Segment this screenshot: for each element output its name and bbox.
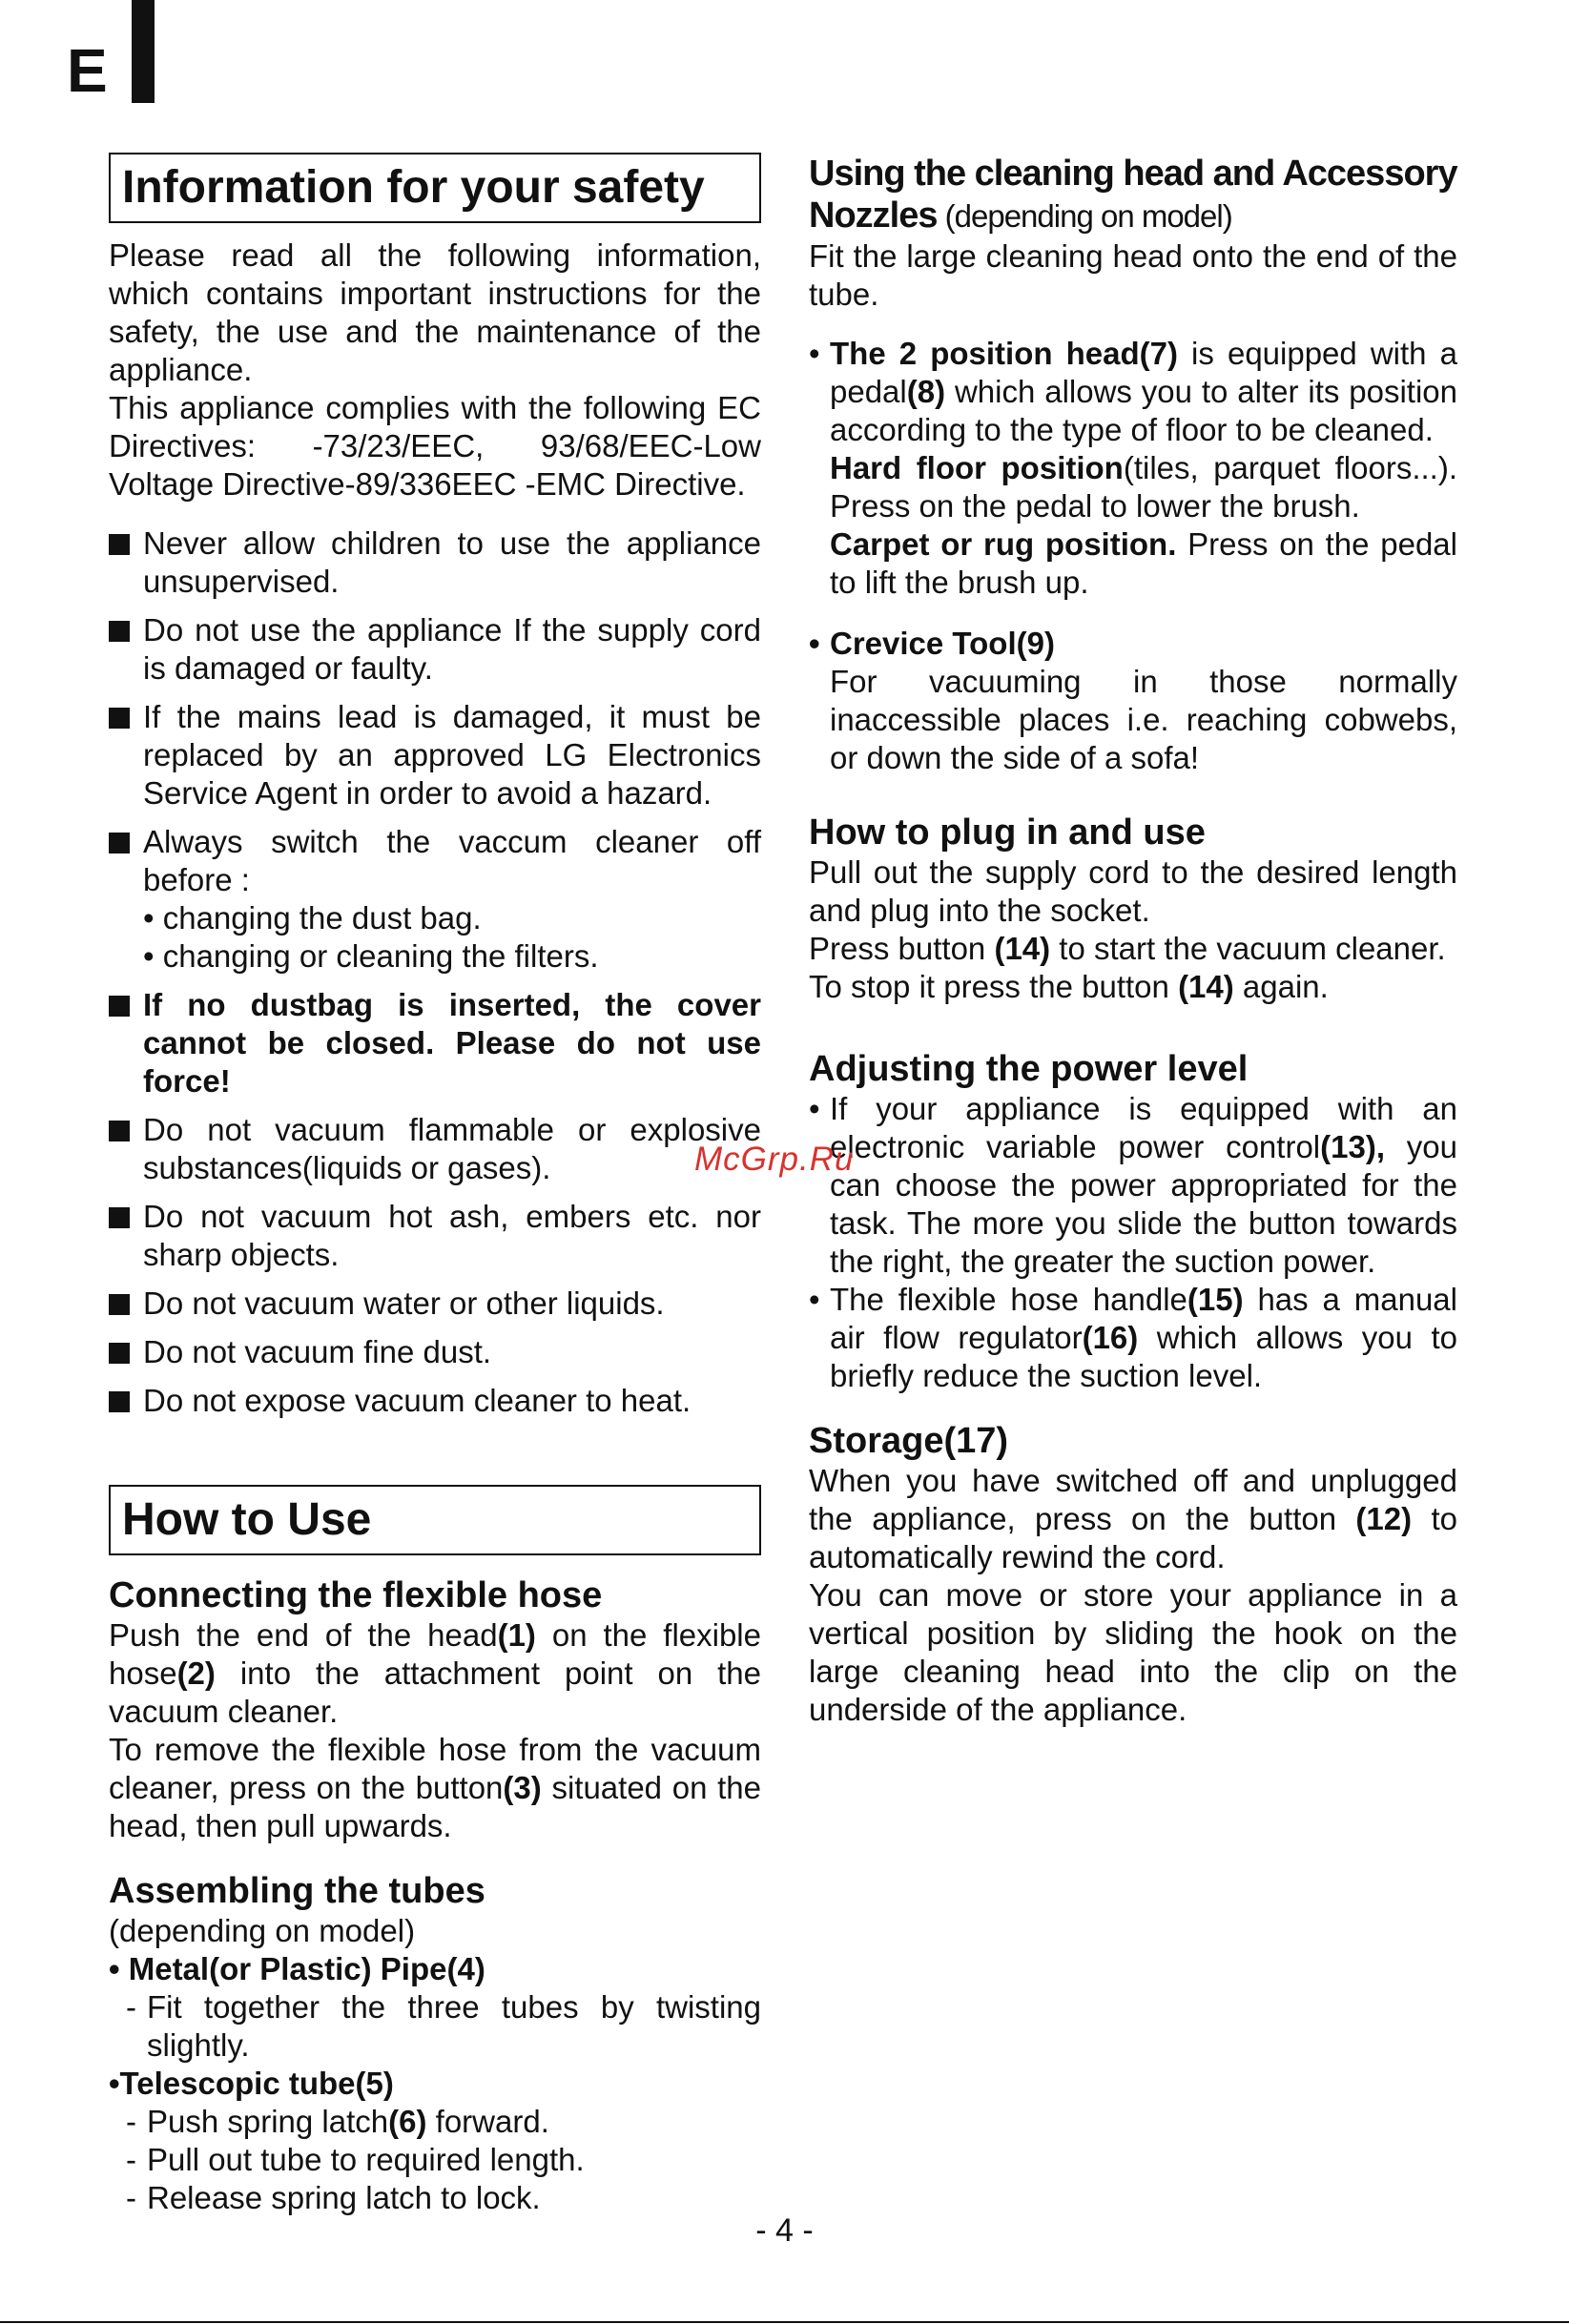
safety-heading: Information for your safety [109, 153, 761, 223]
watermark: McGrp.Ru [694, 1141, 855, 1178]
hose-paragraph: Push the end of the head(1) on the flexible hose(2) into the attachment point on the vacuum cleaner. [109, 1617, 761, 1729]
list-item: Do not vacuum water or other liquids. [109, 1285, 761, 1323]
right-column [809, 153, 1457, 1729]
hose-remove-paragraph: To remove the flexible hose from the vacuum cleaner, press on the button(3) situated on the head, then pull upwards. [109, 1732, 762, 1843]
list-item: Do not vacuum flammable or explosive substances(liquids or gases). [109, 1111, 761, 1187]
language-marker: E [67, 36, 108, 105]
storage-heading: Storage(17) [809, 1421, 1009, 1461]
crevice-label: • Crevice Tool(9) [809, 625, 1457, 663]
list-item-text: Always switch the vaccum cleaner off before : [143, 824, 761, 897]
plug-paragraph: Pull out the supply cord to the desired length and plug into the socket. [809, 854, 1457, 928]
safety-list [109, 524, 761, 1420]
power-paragraph: • If your appliance is equipped with an electronic variable power control(13), you can choose the power appropriated for the task. The more you slide the button towards the right, the greater the suction power. [809, 1090, 1457, 1281]
plug-heading: How to plug in and use [809, 812, 1206, 853]
hard-floor-paragraph: Hard floor position(tiles, parquet floors...). Press on the pedal to lower the brush. [830, 450, 1457, 524]
nozzle-heading: Using the cleaning head and Accessory Nozzles (depending on model) [809, 154, 1457, 236]
storage-move-paragraph: You can move or store your appliance in a vertical position by sliding the hook on the large cleaning head into the clip on the underside of the appliance. [809, 1577, 1457, 1727]
telescopic-step: - Release spring latch to lock. [109, 2179, 761, 2217]
plug-start: Press button (14) to start the vacuum cleaner. [809, 931, 1446, 966]
list-item: Do not vacuum hot ash, embers etc. nor sharp objects. [109, 1198, 761, 1274]
list-subitem: • changing or cleaning the filters. [143, 938, 599, 974]
how-to-use-heading: How to Use [109, 1485, 761, 1555]
list-item [109, 823, 761, 976]
list-item: Do not use the appliance If the supply cord is damaged or faulty. [109, 611, 761, 688]
crevice-paragraph: For vacuuming in those normally inaccessible places i.e. reaching cobwebs, or down the side of a sofa! [830, 664, 1457, 775]
telescopic-step: - Pull out tube to required length. [109, 2141, 761, 2179]
tubes-note: (depending on model) [109, 1913, 416, 1948]
safety-intro: Please read all the following information, which contains important instructions for the safety, the use and the maintenance of the appliance. [109, 237, 761, 387]
storage-paragraph: When you have switched off and unplugged the appliance, press on the button (12) to automatically rewind the cord. [809, 1463, 1457, 1574]
language-tab-bar [132, 0, 155, 103]
telescopic-label: •Telescopic tube(5) [109, 2066, 394, 2101]
pipe-step: - Fit together the three tubes by twisting slightly. [109, 1988, 761, 2065]
list-item: Never allow children to use the appliance unsupervised. [109, 524, 761, 601]
hose-handle-paragraph: • The flexible hose handle(15) has a manual air flow regulator(16) which allows you to briefly reduce the suction level. [809, 1281, 1457, 1395]
bottom-rule [0, 2321, 1569, 2323]
list-item-warning: If no dustbag is inserted, the cover cannot be closed. Please do not use force! [109, 986, 761, 1100]
nozzle-paragraph: Fit the large cleaning head onto the end of the tube. [809, 238, 1457, 312]
head-paragraph: • The 2 position head(7) is equipped with a pedal(8) which allows you to alter its position according to the type of floor to be cleaned. [809, 335, 1457, 449]
power-heading: Adjusting the power level [809, 1049, 1249, 1089]
list-item: Do not expose vacuum cleaner to heat. [109, 1382, 761, 1420]
telescopic-step: - Push spring latch(6) forward. [109, 2103, 761, 2141]
page-number: - 4 - [755, 2212, 814, 2249]
list-item: If the mains lead is damaged, it must be replaced by an approved LG Electronics Service Agent in order to avoid a hazard. [109, 698, 761, 812]
carpet-paragraph: Carpet or rug position. Press on the pedal to lift the brush up. [830, 526, 1457, 600]
tubes-heading: Assembling the tubes [109, 1871, 485, 1911]
hose-heading: Connecting the flexible hose [109, 1575, 603, 1615]
pipe-label: • Metal(or Plastic) Pipe(4) [109, 1951, 485, 1986]
list-item: Do not vacuum fine dust. [109, 1333, 761, 1371]
list-subitem: • changing the dust bag. [143, 900, 482, 936]
plug-stop: To stop it press the button (14) again. [809, 969, 1329, 1004]
left-column [109, 153, 761, 2217]
ec-directives: This appliance complies with the following EC Directives: -73/23/EEC, 93/68/EEC-Low Voltage Directive-89/336EEC -EMC Directive. [109, 390, 761, 502]
